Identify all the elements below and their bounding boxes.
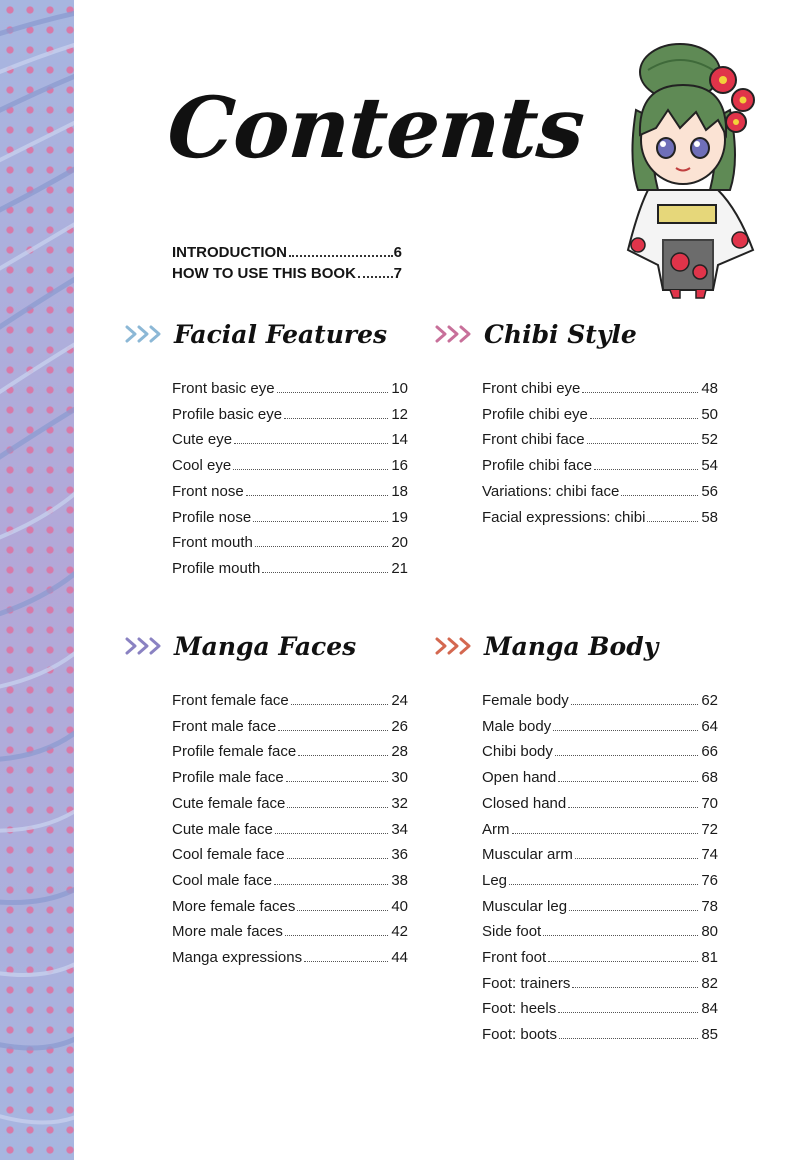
toc-entry-page: 68 [701,769,718,787]
toc-entry[interactable] [482,919,718,945]
toc-entry-label: Foot: trainers [482,974,571,992]
dot-leader [262,572,388,573]
section-chibi-style [434,314,718,530]
toc-entry-page: 58 [701,508,718,526]
dot-leader [568,807,698,808]
intro-item-label: INTRODUCTION [172,244,287,261]
toc-entry-label: Muscular arm [482,846,573,864]
toc-entry-page: 38 [391,871,408,889]
dot-leader [572,987,698,988]
toc-entry-label: Open hand [482,769,557,787]
toc-entry-page: 52 [701,431,718,449]
toc-entry[interactable] [172,739,408,765]
toc-entry-label: Profile female face [172,743,297,761]
toc-entry-page: 54 [701,457,718,475]
toc-entry-label: Profile male face [172,769,284,787]
toc-entry-page: 84 [701,1000,718,1018]
toc-entry[interactable] [172,688,408,714]
toc-entry-label: Cool eye [172,457,232,475]
page-title: Contents [164,78,587,177]
toc-entry-page: 19 [391,508,408,526]
toc-entry-page: 78 [701,897,718,915]
toc-entry-page: 14 [391,431,408,449]
toc-entry-label: Cool female face [172,846,285,864]
dot-leader [275,833,388,834]
toc-list [434,688,718,1048]
toc-entry-page: 12 [391,405,408,423]
toc-entry-page: 70 [701,794,718,812]
section-title: Chibi Style [484,319,637,349]
toc-entry-label: Manga expressions [172,949,303,967]
toc-entry[interactable] [482,505,718,531]
toc-entry-label: Leg [482,871,508,889]
toc-entry-label: Closed hand [482,794,567,812]
toc-entry-page: 40 [391,897,408,915]
dot-leader [587,443,698,444]
swirl-lines-decoration [0,0,74,1160]
toc-entry-label: Profile mouth [172,559,261,577]
toc-entry-page: 21 [391,559,408,577]
toc-entry-label: Arm [482,820,510,838]
toc-entry-page: 44 [391,949,408,967]
toc-list [434,376,718,530]
chevrons-icon [124,636,164,656]
toc-entry-page: 42 [391,923,408,941]
section-header [124,314,408,354]
toc-entry[interactable] [482,1022,718,1048]
section-title: Manga Body [484,631,659,661]
toc-entry-page: 30 [391,769,408,787]
dot-leader [304,961,388,962]
toc-entry-page: 18 [391,482,408,500]
toc-entry-page: 74 [701,846,718,864]
dot-leader [569,910,698,911]
toc-entry-label: Front chibi eye [482,380,581,397]
dot-leader [571,704,698,705]
toc-entry[interactable] [172,479,408,505]
dot-leader [274,884,388,885]
toc-entry-label: Foot: boots [482,1026,558,1044]
toc-entry-label: Side foot [482,923,542,941]
intro-item[interactable] [172,263,402,284]
dot-leader [558,1012,698,1013]
intro-list [172,242,402,284]
toc-entry[interactable] [172,402,408,428]
dot-leader [548,961,698,962]
toc-entry-page: 82 [701,974,718,992]
toc-entry[interactable] [482,765,718,791]
toc-list [124,376,408,582]
dot-leader [289,255,393,257]
toc-entry-page: 16 [391,457,408,475]
toc-entry-page: 28 [391,743,408,761]
toc-entry-label: Cool male face [172,871,273,889]
toc-list [124,688,408,971]
toc-entry[interactable] [482,971,718,997]
toc-entry-page: 26 [391,717,408,735]
toc-entry-page: 56 [701,482,718,500]
toc-entry-label: Profile basic eye [172,405,283,423]
toc-entry-page: 10 [391,380,408,397]
dot-leader [298,755,388,756]
toc-entry-page: 85 [701,1026,718,1044]
dot-leader [555,755,698,756]
dot-leader [286,781,388,782]
toc-entry[interactable] [172,817,408,843]
toc-entry-page: 64 [701,717,718,735]
toc-entry[interactable] [482,376,718,402]
dot-leader [285,935,388,936]
toc-entry[interactable] [172,868,408,894]
dot-leader [590,418,698,419]
toc-entry-label: Foot: heels [482,1000,557,1018]
dot-leader [246,495,388,496]
dot-leader [287,858,388,859]
toc-entry[interactable] [172,505,408,531]
toc-entry[interactable] [482,739,718,765]
section-header [434,314,718,354]
section-manga-body [434,626,718,1048]
toc-entry-page: 62 [701,692,718,709]
section-title: Manga Faces [174,631,357,661]
toc-entry-page: 36 [391,846,408,864]
toc-entry-label: Female body [482,692,569,709]
toc-entry[interactable] [482,427,718,453]
toc-entry[interactable] [482,453,718,479]
toc-entry-label: Male body [482,717,552,735]
toc-entry[interactable] [482,817,718,843]
toc-entry[interactable] [482,945,718,971]
chevrons-icon [124,324,164,344]
toc-entry-page: 72 [701,820,718,838]
toc-entry-label: Cute male face [172,820,273,838]
toc-entry-label: Profile chibi face [482,457,593,475]
toc-entry-page: 32 [391,794,408,812]
dot-leader [509,884,698,885]
dot-leader [277,392,388,393]
toc-entry-label: Front nose [172,482,244,500]
toc-entry[interactable] [172,427,408,453]
dot-leader [621,495,698,496]
toc-entry[interactable] [482,996,718,1022]
dot-leader [297,910,388,911]
toc-entry[interactable] [172,765,408,791]
toc-entry-label: Chibi body [482,743,553,761]
dot-leader [234,443,388,444]
toc-entry-label: More male faces [172,923,283,941]
dot-leader [291,704,388,705]
toc-entry-label: Front male face [172,717,277,735]
dot-leader [558,781,698,782]
toc-entry[interactable] [482,688,718,714]
toc-entry[interactable] [172,791,408,817]
toc-entry-page: 50 [701,405,718,423]
decorative-side-strip [0,0,74,1160]
toc-entry[interactable] [482,868,718,894]
section-header [124,626,408,666]
intro-item-page: 6 [393,244,402,261]
toc-entry[interactable] [172,453,408,479]
toc-entry[interactable] [172,556,408,582]
toc-entry-label: Variations: chibi face [482,482,620,500]
dot-leader [284,418,388,419]
chevrons-icon [434,636,474,656]
toc-entry-label: Profile nose [172,508,252,526]
toc-entry[interactable] [172,530,408,556]
toc-entry[interactable] [172,842,408,868]
dot-leader [358,276,393,278]
toc-entry-page: 48 [701,380,718,397]
toc-entry-label: Front mouth [172,534,253,552]
section-facial-features [124,314,408,582]
toc-entry[interactable] [482,479,718,505]
dot-leader [543,935,698,936]
dot-leader [255,546,388,547]
intro-item-label: HOW TO USE THIS BOOK [172,265,356,282]
toc-entry-page: 76 [701,871,718,889]
toc-entry-label: Front foot [482,949,547,967]
chevrons-icon [434,324,474,344]
dot-leader [559,1038,698,1039]
toc-entry-label: Muscular leg [482,897,568,915]
chibi-kimono-girl-icon [618,40,768,300]
toc-entry-page: 34 [391,820,408,838]
toc-entry-label: More female faces [172,897,296,915]
toc-entry-page: 80 [701,923,718,941]
toc-entry-page: 66 [701,743,718,761]
dot-leader [512,833,699,834]
intro-item[interactable] [172,242,402,263]
toc-entry[interactable] [172,945,408,971]
toc-entry-label: Cute eye [172,431,233,449]
toc-entry-page: 81 [701,949,718,967]
toc-entry[interactable] [172,714,408,740]
toc-entry[interactable] [482,791,718,817]
toc-entry-label: Front basic eye [172,380,275,397]
dot-leader [582,392,698,393]
dot-leader [575,858,698,859]
toc-entry[interactable] [172,919,408,945]
toc-entry[interactable] [482,714,718,740]
toc-entry-label: Cute female face [172,794,286,812]
dot-leader [253,521,388,522]
toc-entry-label: Front female face [172,692,289,709]
dot-leader [594,469,698,470]
toc-entry-page: 20 [391,534,408,552]
toc-entry[interactable] [482,894,718,920]
dot-leader [647,521,698,522]
toc-entry[interactable] [172,376,408,402]
section-manga-faces [124,626,408,971]
dot-leader [278,730,388,731]
toc-entry-label: Profile chibi eye [482,405,588,423]
dot-leader [287,807,388,808]
section-header [434,626,718,666]
dot-leader [553,730,698,731]
toc-entry[interactable] [172,894,408,920]
section-title: Facial Features [174,319,388,349]
intro-item-page: 7 [393,265,402,282]
toc-entry[interactable] [482,402,718,428]
toc-entry-page: 24 [391,692,408,709]
toc-entry-label: Front chibi face [482,431,585,449]
dot-leader [233,469,388,470]
toc-entry[interactable] [482,842,718,868]
toc-entry-label: Facial expressions: chibi [482,508,646,526]
